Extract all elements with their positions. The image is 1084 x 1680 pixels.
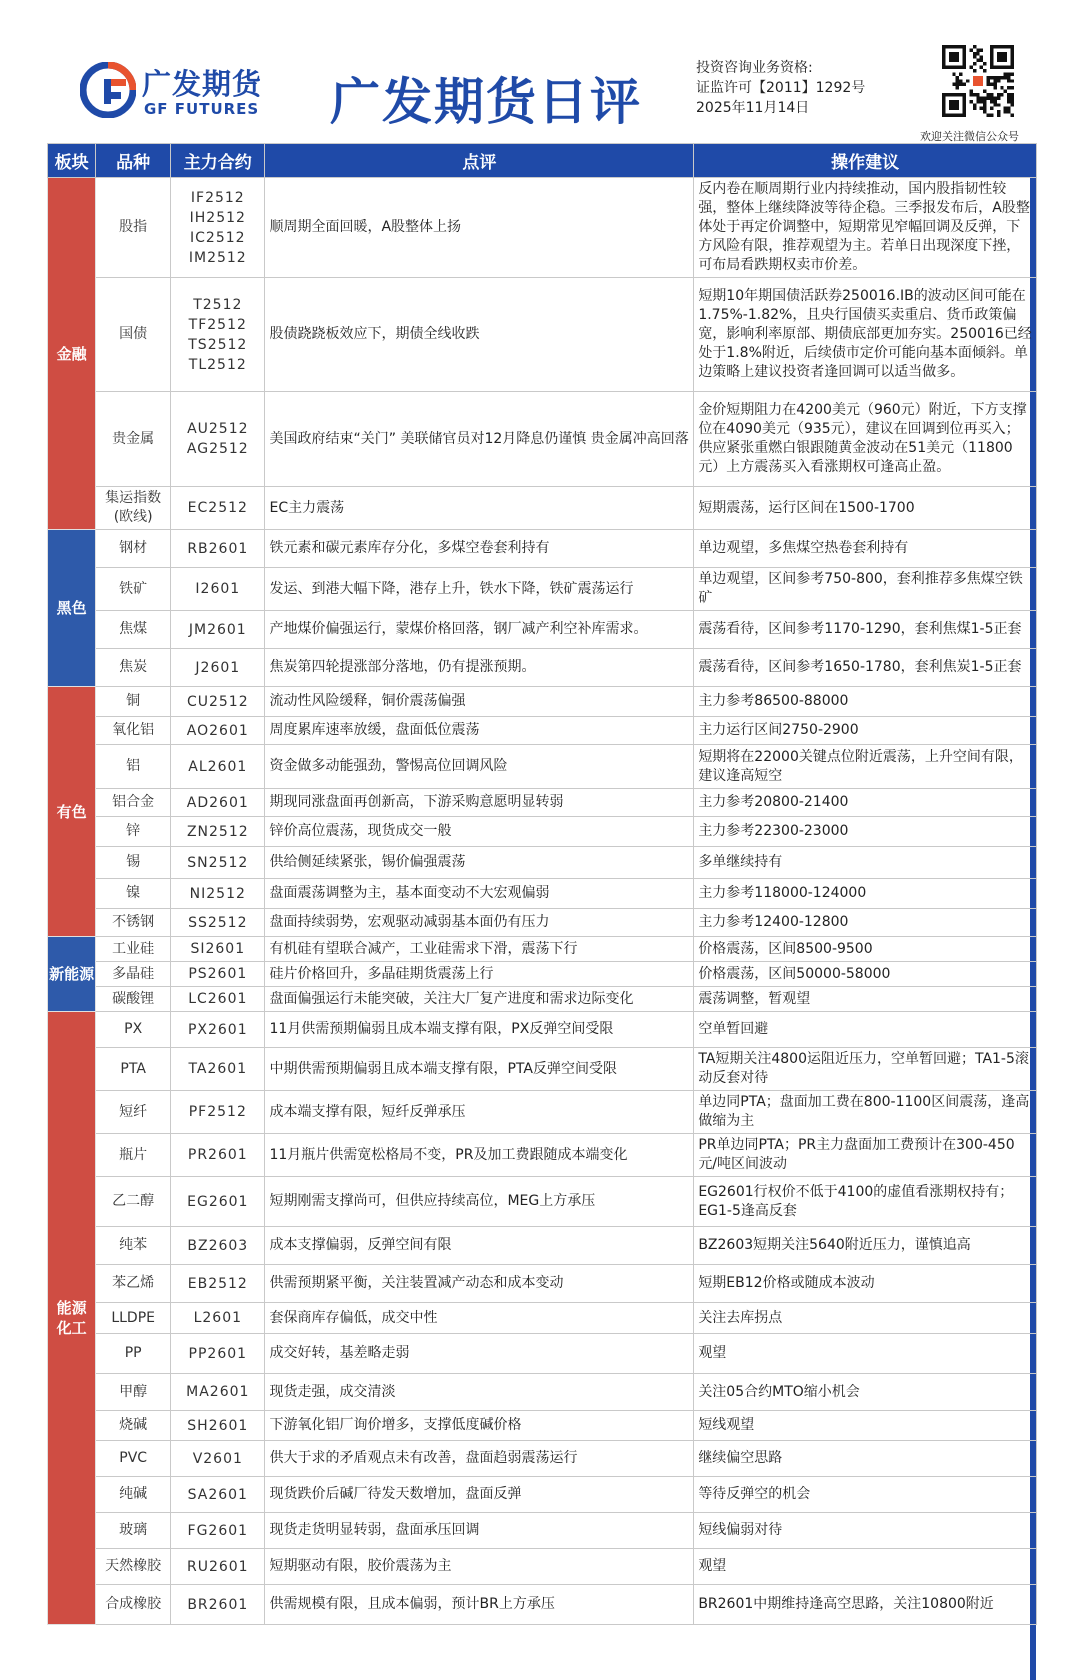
table-row — [48, 392, 1037, 487]
advice-cell: PR单边同PTA；PR主力盘面加工费预计在300-450元/吨区间波动 — [694, 1134, 1037, 1177]
comment-cell: 有机硅有望联合减产，工业硅需求下滑，震荡下行 — [265, 937, 694, 962]
advice-cell: 价格震荡，区间8500-9500 — [694, 937, 1037, 962]
advice-cell: EG2601行权价不低于4100的虚值看涨期权持有；EG1-5逢高反套 — [694, 1177, 1037, 1227]
contract-cell: CU2512 — [171, 687, 265, 717]
variety-cell: 氧化铝 — [96, 717, 171, 745]
column-header-variety: 品种 — [96, 144, 171, 178]
comment-cell: 成本端支撑有限，短纤反弹承压 — [265, 1091, 694, 1134]
column-header-sector: 板块 — [48, 144, 96, 178]
qualification-line: 投资咨询业务资格: — [696, 60, 813, 76]
table-row — [48, 278, 1037, 392]
table-row — [48, 687, 1037, 717]
contract-cell: J2601 — [171, 649, 265, 687]
table-row — [48, 1012, 1037, 1048]
table-row — [48, 745, 1037, 789]
comment-cell: 11月供需预期偏弱且成本端支撑有限，PX反弹空间受限 — [265, 1012, 694, 1048]
variety-cell: 锡 — [96, 847, 171, 879]
advice-cell: 主力运行区间2750-2900 — [694, 717, 1037, 745]
variety-cell: 天然橡胶 — [96, 1549, 171, 1585]
advice-cell: 单边观望，区间参考750-800，套利推荐多焦煤空铁矿 — [694, 568, 1037, 611]
table-row — [48, 1513, 1037, 1549]
comment-cell: 11月瓶片供需宽松格局不变，PR及加工费跟随成本端变化 — [265, 1134, 694, 1177]
contract-cell: FG2601 — [171, 1513, 265, 1549]
comment-cell: 盘面持续弱势，宏观驱动减弱基本面仍有压力 — [265, 909, 694, 937]
table-row — [48, 611, 1037, 649]
gf-futures-logo — [80, 60, 270, 120]
contract-cell: JM2601 — [171, 611, 265, 649]
variety-cell: PTA — [96, 1048, 171, 1091]
variety-cell: 多晶硅 — [96, 962, 171, 987]
comment-cell: 铁元素和碳元素库存分化，多煤空卷套利持有 — [265, 530, 694, 568]
logo-chinese-name: 广发期货 — [142, 67, 263, 101]
variety-cell: 苯乙烯 — [96, 1265, 171, 1303]
advice-cell: 多单继续持有 — [694, 847, 1037, 879]
advice-cell: 短期震荡，运行区间在1500-1700 — [694, 487, 1037, 530]
advice-cell: 关注05合约MTO缩小机会 — [694, 1374, 1037, 1411]
table-row — [48, 1334, 1037, 1374]
table-row — [48, 987, 1037, 1012]
table-row — [48, 1411, 1037, 1441]
variety-cell: 甲醇 — [96, 1374, 171, 1411]
report-date: 2025年11月14日 — [696, 100, 810, 116]
contract-cell: TA2601 — [171, 1048, 265, 1091]
variety-cell: 纯苯 — [96, 1227, 171, 1265]
comment-cell: 成交好转，基差略走弱 — [265, 1334, 694, 1374]
contract-cell: SA2601 — [171, 1477, 265, 1513]
contract-cell: PR2601 — [171, 1134, 265, 1177]
variety-cell: PX — [96, 1012, 171, 1048]
contract-cell: I2601 — [171, 568, 265, 611]
variety-cell: 铝 — [96, 745, 171, 789]
contract-cell: NI2512 — [171, 879, 265, 909]
comment-cell: 流动性风险缓释，铜价震荡偏强 — [265, 687, 694, 717]
contract-cell: PP2601 — [171, 1334, 265, 1374]
variety-cell: 贵金属 — [96, 392, 171, 487]
contract-cell: EG2601 — [171, 1177, 265, 1227]
comment-cell: 产地煤价偏强运行，蒙煤价格回落，钢厂减产利空补库需求。 — [265, 611, 694, 649]
comment-cell: 美国政府结束“关门” 美联储官员对12月降息仍谨慎 贵金属冲高回落 — [265, 392, 694, 487]
table-row — [48, 649, 1037, 687]
comment-cell: 焦炭第四轮提涨部分落地，仍有提涨预期。 — [265, 649, 694, 687]
advice-cell: 震荡调整，暂观望 — [694, 987, 1037, 1012]
comment-cell: 股债跷跷板效应下，期债全线收跌 — [265, 278, 694, 392]
comment-cell: 现货跌价后碱厂待发天数增加，盘面反弹 — [265, 1477, 694, 1513]
advice-cell: 单边同PTA；盘面加工费在800-1100区间震荡，逢高做缩为主 — [694, 1091, 1037, 1134]
comment-cell: 下游氧化铝厂询价增多，支撑低度碱价格 — [265, 1411, 694, 1441]
variety-cell: PVC — [96, 1441, 171, 1477]
advice-cell: 主力参考118000-124000 — [694, 879, 1037, 909]
advice-cell: 短期10年期国债活跃券250016.IB的波动区间可能在1.75%-1.82%，且央行国债买卖重启、货币政策偏宽，影响利率原部、期债底部更加夯实。250016已经处于1.8%附近，后续债市定价可能向基本面倾斜。单边策略上建议投资者逢回调可以适当做多。 — [694, 278, 1037, 392]
table-row — [48, 789, 1037, 817]
report-header — [0, 0, 1084, 143]
advice-cell: 继续偏空思路 — [694, 1441, 1037, 1477]
comment-cell: 成本支撑偏弱，反弹空间有限 — [265, 1227, 694, 1265]
comment-cell: 供需规模有限，且成本偏弱，预计BR上方承压 — [265, 1585, 694, 1625]
variety-cell: 合成橡胶 — [96, 1585, 171, 1625]
contract-cell: SH2601 — [171, 1411, 265, 1441]
advice-cell: BR2601中期维持逢高空思路，关注10800附近 — [694, 1585, 1037, 1625]
contract-cell: PX2601 — [171, 1012, 265, 1048]
variety-cell: 锌 — [96, 817, 171, 847]
advice-cell: BZ2603短期关注5640附近压力，谨慎追高 — [694, 1227, 1037, 1265]
comment-cell: 现货走货明显转弱，盘面承压回调 — [265, 1513, 694, 1549]
sector-cell: 能源 化工 — [48, 1012, 96, 1625]
variety-cell: 集运指数 (欧线) — [96, 487, 171, 530]
table-row — [48, 1091, 1037, 1134]
variety-cell: 乙二醇 — [96, 1177, 171, 1227]
contract-cell: AU2512 AG2512 — [171, 392, 265, 487]
comment-cell: 发运、到港大幅下降，港存上升，铁水下降，铁矿震荡运行 — [265, 568, 694, 611]
column-header-comment: 点评 — [265, 144, 694, 178]
variety-cell: 铁矿 — [96, 568, 171, 611]
contract-cell: IF2512 IH2512 IC2512 IM2512 — [171, 178, 265, 278]
sector-cell: 黑色 — [48, 530, 96, 687]
table-row — [48, 1374, 1037, 1411]
table-header-row — [48, 144, 1037, 178]
advice-cell: 主力参考22300-23000 — [694, 817, 1037, 847]
variety-cell: 碳酸锂 — [96, 987, 171, 1012]
license-line: 证监许可【2011】1292号 — [696, 80, 866, 96]
table-row — [48, 530, 1037, 568]
comment-cell: 供需预期紧平衡，关注装置减产动态和成本变动 — [265, 1265, 694, 1303]
advice-cell: 短线观望 — [694, 1411, 1037, 1441]
comment-cell: EC主力震荡 — [265, 487, 694, 530]
qualification-block — [696, 58, 865, 118]
comment-cell: 期现同涨盘面再创新高，下游采购意愿明显转弱 — [265, 789, 694, 817]
advice-cell: 观望 — [694, 1549, 1037, 1585]
variety-cell: 烧碱 — [96, 1411, 171, 1441]
table-row — [48, 847, 1037, 879]
variety-cell: 铜 — [96, 687, 171, 717]
comment-cell: 锌价高位震荡，现货成交一般 — [265, 817, 694, 847]
table-row — [48, 1134, 1037, 1177]
comment-cell: 硅片价格回升，多晶硅期货震荡上行 — [265, 962, 694, 987]
variety-cell: 镍 — [96, 879, 171, 909]
contract-cell: T2512 TF2512 TS2512 TL2512 — [171, 278, 265, 392]
variety-cell: 短纤 — [96, 1091, 171, 1134]
contract-cell: ZN2512 — [171, 817, 265, 847]
contract-cell: PS2601 — [171, 962, 265, 987]
contract-cell: EC2512 — [171, 487, 265, 530]
variety-cell: 钢材 — [96, 530, 171, 568]
contract-cell: AL2601 — [171, 745, 265, 789]
table-row — [48, 487, 1037, 530]
variety-cell: 玻璃 — [96, 1513, 171, 1549]
variety-cell: 纯碱 — [96, 1477, 171, 1513]
table-row — [48, 568, 1037, 611]
variety-cell: 股指 — [96, 178, 171, 278]
advice-cell: 观望 — [694, 1334, 1037, 1374]
contract-cell: RU2601 — [171, 1549, 265, 1585]
table-row — [48, 1227, 1037, 1265]
variety-cell: 国债 — [96, 278, 171, 392]
advice-cell: 短线偏弱对待 — [694, 1513, 1037, 1549]
variety-cell: 焦炭 — [96, 649, 171, 687]
column-header-advice: 操作建议 — [694, 144, 1037, 178]
advice-cell: 短期EB12价格或随成本波动 — [694, 1265, 1037, 1303]
qr-code-icon — [942, 45, 1014, 117]
variety-cell: 不锈钢 — [96, 909, 171, 937]
variety-cell: 铝合金 — [96, 789, 171, 817]
column-header-contract: 主力合约 — [171, 144, 265, 178]
comment-cell: 盘面偏强运行未能突破，关注大厂复产进度和需求边际变化 — [265, 987, 694, 1012]
comment-cell: 现货走强，成交清淡 — [265, 1374, 694, 1411]
table-row — [48, 1048, 1037, 1091]
table-row — [48, 1177, 1037, 1227]
advice-cell: 主力参考86500-88000 — [694, 687, 1037, 717]
variety-cell: 焦煤 — [96, 611, 171, 649]
comment-cell: 资金做多动能强劲，警惕高位回调风险 — [265, 745, 694, 789]
comment-cell: 套保商库存偏低，成交中性 — [265, 1303, 694, 1334]
advice-cell: 主力参考20800-21400 — [694, 789, 1037, 817]
table-row — [48, 909, 1037, 937]
table-row — [48, 1265, 1037, 1303]
report-title: 广发期货日评 — [330, 73, 642, 131]
advice-cell: 空单暂回避 — [694, 1012, 1037, 1048]
contract-cell: SS2512 — [171, 909, 265, 937]
table-row — [48, 879, 1037, 909]
contract-cell: SN2512 — [171, 847, 265, 879]
daily-review-table — [47, 143, 1037, 1625]
advice-cell: 等待反弹空的机会 — [694, 1477, 1037, 1513]
comment-cell: 顺周期全面回暖，A股整体上扬 — [265, 178, 694, 278]
table-row — [48, 817, 1037, 847]
variety-cell: LLDPE — [96, 1303, 171, 1334]
comment-cell: 中期供需预期偏弱且成本端支撑有限，PTA反弹空间受限 — [265, 1048, 694, 1091]
comment-cell: 短期驱动有限，胶价震荡为主 — [265, 1549, 694, 1585]
advice-cell: 短期将在22000关键点位附近震荡，上升空间有限，建议逢高短空 — [694, 745, 1037, 789]
contract-cell: V2601 — [171, 1441, 265, 1477]
table-row — [48, 717, 1037, 745]
contract-cell: BR2601 — [171, 1585, 265, 1625]
contract-cell: AO2601 — [171, 717, 265, 745]
sector-cell: 金融 — [48, 178, 96, 530]
logo-english-name: GF FUTURES — [144, 100, 260, 118]
advice-cell: TA短期关注4800运阻近压力，空单暂回避；TA1-5滚动反套对待 — [694, 1048, 1037, 1091]
advice-cell: 关注去库拐点 — [694, 1303, 1037, 1334]
contract-cell: SI2601 — [171, 937, 265, 962]
table-row — [48, 937, 1037, 962]
comment-cell: 供给侧延续紧张，锡价偏强震荡 — [265, 847, 694, 879]
contract-cell: MA2601 — [171, 1374, 265, 1411]
table-row — [48, 1549, 1037, 1585]
table-row — [48, 1441, 1037, 1477]
sector-cell: 新能源 — [48, 937, 96, 1012]
contract-cell: BZ2603 — [171, 1227, 265, 1265]
table-body — [48, 178, 1037, 1625]
advice-cell: 价格震荡，区间50000-58000 — [694, 962, 1037, 987]
contract-cell: RB2601 — [171, 530, 265, 568]
sector-cell: 有色 — [48, 687, 96, 937]
comment-cell: 周度累库速率放缓，盘面低位震荡 — [265, 717, 694, 745]
table-row — [48, 962, 1037, 987]
contract-cell: EB2512 — [171, 1265, 265, 1303]
qr-caption: 欢迎关注微信公众号 — [920, 130, 1019, 143]
variety-cell: PP — [96, 1334, 171, 1374]
comment-cell: 供大于求的矛盾观点未有改善，盘面趋弱震荡运行 — [265, 1441, 694, 1477]
table-row — [48, 1303, 1037, 1334]
table-row — [48, 1477, 1037, 1513]
advice-cell: 反内卷在顺周期行业内持续推动，国内股指韧性较强，整体上继续降波等待企稳。三季报发布后，A股整体处于再定价调整中，短期常见窄幅回调及反弹，下方风险有限，推荐观望为主。若单日出现深度下挫，可布局看跌期权卖市价差。 — [694, 178, 1037, 278]
contract-cell: LC2601 — [171, 987, 265, 1012]
contract-cell: AD2601 — [171, 789, 265, 817]
advice-cell: 震荡看待，区间参考1650-1780，套利焦炭1-5正套 — [694, 649, 1037, 687]
variety-cell: 工业硅 — [96, 937, 171, 962]
contract-cell: L2601 — [171, 1303, 265, 1334]
advice-cell: 震荡看待，区间参考1170-1290，套利焦煤1-5正套 — [694, 611, 1037, 649]
advice-cell: 主力参考12400-12800 — [694, 909, 1037, 937]
comment-cell: 短期刚需支撑尚可，但供应持续高位，MEG上方承压 — [265, 1177, 694, 1227]
table-row — [48, 178, 1037, 278]
gf-logo-icon — [80, 62, 136, 118]
contract-cell: PF2512 — [171, 1091, 265, 1134]
comment-cell: 盘面震荡调整为主，基本面变动不大宏观偏弱 — [265, 879, 694, 909]
advice-cell: 单边观望，多焦煤空热卷套利持有 — [694, 530, 1037, 568]
table-row — [48, 1585, 1037, 1625]
advice-cell: 金价短期阻力在4200美元（960元）附近，下方支撑位在4090美元（935元），建议在回调到位再买入；供应紧张重燃白银跟随黄金波动在51美元（11800元）上方震荡买入看涨期权可逢高止盈。 — [694, 392, 1037, 487]
variety-cell: 瓶片 — [96, 1134, 171, 1177]
